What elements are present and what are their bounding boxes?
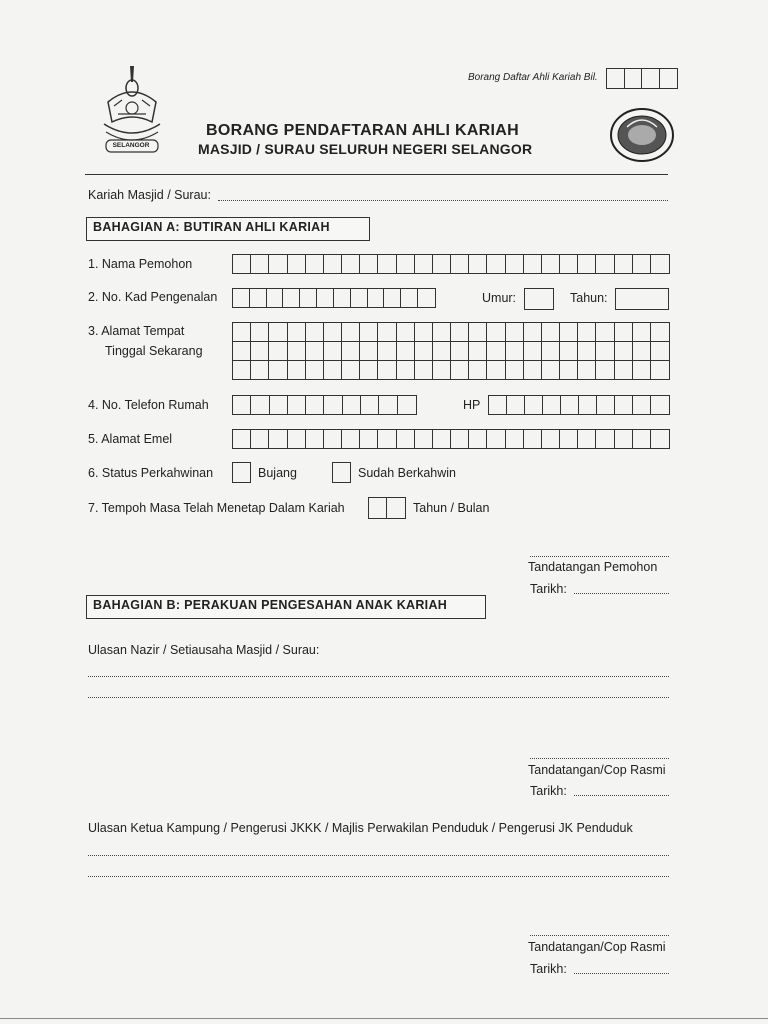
- hp-input[interactable]: [488, 395, 670, 415]
- address-label-line2: Tinggal Sekarang: [105, 344, 203, 358]
- name-label: 1. Nama Pemohon: [88, 257, 193, 271]
- email-label: 5. Alamat Emel: [88, 432, 173, 446]
- nazir-comment-label: Ulasan Nazir / Setiausaha Masjid / Surau:: [88, 643, 320, 657]
- single-label: Bujang: [258, 466, 297, 480]
- form-reference-label: Borang Daftar Ahli Kariah Bil.: [468, 72, 598, 83]
- applicant-date-label: Tarikh:: [530, 582, 567, 596]
- section-a-header: BAHAGIAN A: BUTIRAN AHLI KARIAH: [86, 217, 370, 241]
- village-head-signature-label: Tandatangan/Cop Rasmi: [528, 940, 666, 954]
- nazir-signature-label: Tandatangan/Cop Rasmi: [528, 763, 666, 777]
- applicant-date-field[interactable]: [574, 593, 669, 594]
- hp-label: HP: [463, 398, 481, 412]
- village-head-comment-line2[interactable]: [88, 876, 669, 877]
- applicant-signature-line[interactable]: [530, 556, 669, 557]
- ic-label: 2. No. Kad Pengenalan: [88, 290, 218, 304]
- form-title: BORANG PENDAFTARAN AHLI KARIAH: [206, 122, 519, 139]
- religious-council-seal: [607, 105, 677, 163]
- address-input-row3[interactable]: [232, 360, 670, 380]
- year-label: Tahun:: [570, 291, 608, 305]
- year-input[interactable]: [615, 288, 669, 310]
- age-label: Umur:: [482, 291, 517, 305]
- village-head-date-label: Tarikh:: [530, 962, 567, 976]
- crest-caption: SELANGOR: [112, 142, 150, 149]
- duration-input[interactable]: [368, 497, 406, 519]
- kariah-label: Kariah Masjid / Surau:: [88, 188, 211, 202]
- nazir-date-label: Tarikh:: [530, 784, 567, 798]
- single-checkbox[interactable]: [232, 462, 251, 483]
- phone-input[interactable]: [232, 395, 417, 415]
- name-input[interactable]: [232, 254, 670, 274]
- age-input[interactable]: [524, 288, 554, 310]
- address-input-row1[interactable]: [232, 322, 670, 342]
- married-checkbox[interactable]: [332, 462, 351, 483]
- marital-label: 6. Status Perkahwinan: [88, 466, 214, 480]
- section-b-header: BAHAGIAN B: PERAKUAN PENGESAHAN ANAK KARIAH: [86, 595, 486, 619]
- village-head-signature-line[interactable]: [530, 935, 669, 936]
- village-head-comment-label: Ulasan Ketua Kampung / Pengerusi JKKK / Majlis Perwakilan Penduduk / Pengerusi JK Penduduk: [88, 821, 633, 835]
- address-label-line1: 3. Alamat Tempat: [88, 324, 185, 338]
- duration-unit-label: Tahun / Bulan: [413, 501, 490, 515]
- duration-label: 7. Tempoh Masa Telah Menetap Dalam Kariah: [88, 501, 345, 515]
- village-head-comment-line1[interactable]: [88, 855, 669, 856]
- nazir-date-field[interactable]: [574, 795, 669, 796]
- married-label: Sudah Berkahwin: [358, 466, 456, 480]
- kariah-field[interactable]: [218, 200, 668, 201]
- phone-label: 4. No. Telefon Rumah: [88, 398, 209, 412]
- email-input[interactable]: [232, 429, 670, 449]
- page-bottom-edge: [0, 1018, 768, 1019]
- nazir-comment-line1[interactable]: [88, 676, 669, 677]
- address-input-row2[interactable]: [232, 341, 670, 361]
- nazir-comment-line2[interactable]: [88, 697, 669, 698]
- ic-input[interactable]: [232, 288, 436, 308]
- village-head-date-field[interactable]: [574, 973, 669, 974]
- header-divider: [85, 174, 668, 175]
- applicant-signature-label: Tandatangan Pemohon: [528, 560, 658, 574]
- form-reference-boxes[interactable]: [606, 68, 678, 89]
- nazir-signature-line[interactable]: [530, 758, 669, 759]
- form-subtitle: MASJID / SURAU SELURUH NEGERI SELANGOR: [198, 141, 533, 157]
